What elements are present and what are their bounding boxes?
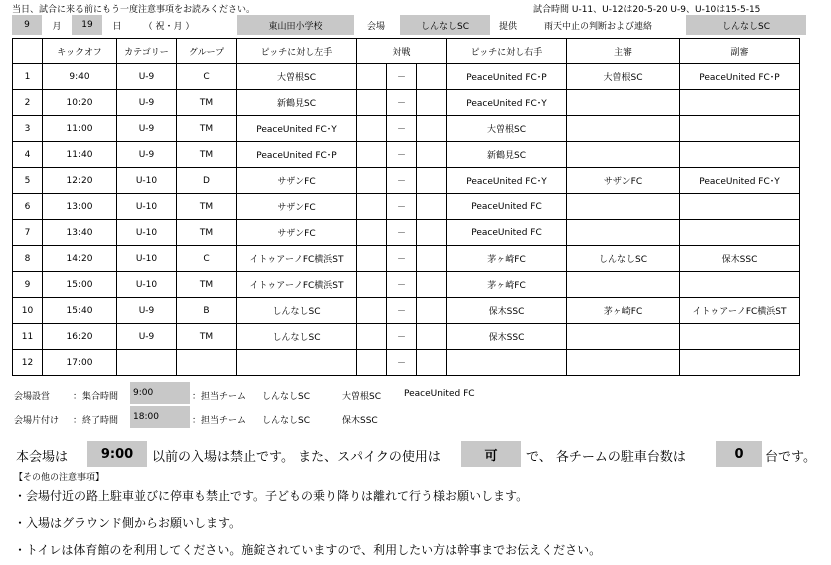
table-cell: しんなしSC: [567, 246, 680, 272]
table-header-cell: キックオフ: [43, 39, 117, 64]
table-row: [13, 194, 800, 220]
rain-label: 雨天中止の判断および連絡: [543, 21, 652, 32]
spike-box: 可: [461, 441, 521, 467]
cleanup-team-1: しんなしSC: [262, 416, 310, 426]
table-cell: －: [387, 142, 417, 168]
table-cell: 17:00: [43, 350, 117, 376]
table-header-cell: カテゴリー: [117, 39, 177, 64]
table-cell: [567, 194, 680, 220]
table-cell: PeaceUnited FC･P: [237, 142, 357, 168]
table-cell: －: [387, 90, 417, 116]
table-cell: 新鶴見SC: [447, 142, 567, 168]
table-cell: [357, 90, 387, 116]
table-cell: [417, 90, 447, 116]
table-header-cell: [13, 39, 43, 64]
table-cell: 5: [13, 168, 43, 194]
table-cell: U-9: [117, 116, 177, 142]
table-cell: [357, 168, 387, 194]
table-row: [13, 168, 800, 194]
note-2: ・入場はグラウンド側からお願いします。: [14, 516, 242, 530]
rain-contact: しんなしSC: [686, 15, 806, 35]
setup-team-3: PeaceUnited FC: [404, 389, 475, 399]
table-cell: 11: [13, 324, 43, 350]
table-cell: PeaceUnited FC･Y: [237, 116, 357, 142]
table-cell: －: [387, 116, 417, 142]
rule-part1: 本会場は: [16, 450, 69, 465]
table-cell: B: [177, 298, 237, 324]
table-cell: TM: [177, 142, 237, 168]
table-cell: PeaceUnited FC･Y: [447, 90, 567, 116]
table-cell: 3: [13, 116, 43, 142]
setup-time-label: ：集合時間: [73, 392, 119, 402]
table-cell: U-10: [117, 194, 177, 220]
table-cell: [567, 116, 680, 142]
table-cell: イトゥアーノFC横浜ST: [680, 298, 800, 324]
table-cell: U-9: [117, 90, 177, 116]
table-cell: [417, 298, 447, 324]
table-cell: －: [387, 194, 417, 220]
setup-time: 9:00: [130, 382, 190, 404]
table-cell: －: [387, 64, 417, 90]
table-cell: 2: [13, 90, 43, 116]
table-cell: 16:20: [43, 324, 117, 350]
table-cell: [680, 324, 800, 350]
setup-team-label: ：担当チーム: [192, 392, 247, 402]
table-cell: [417, 246, 447, 272]
table-cell: [447, 350, 567, 376]
table-row: [13, 272, 800, 298]
table-cell: [680, 194, 800, 220]
table-cell: 大曽根SC: [237, 64, 357, 90]
venue-name: しんなしSC: [400, 15, 490, 35]
table-cell: 9:40: [43, 64, 117, 90]
setup-team-2: 大曽根SC: [342, 392, 381, 402]
month-value: 9: [12, 15, 42, 35]
table-cell: 茅ヶ崎FC: [447, 246, 567, 272]
table-cell: 保木SSC: [447, 298, 567, 324]
table-cell: [680, 350, 800, 376]
cleanup-time: 18:00: [130, 406, 190, 428]
table-header-cell: グループ: [177, 39, 237, 64]
table-cell: 10: [13, 298, 43, 324]
table-cell: 4: [13, 142, 43, 168]
table-cell: －: [387, 272, 417, 298]
table-cell: しんなしSC: [237, 298, 357, 324]
table-cell: 9: [13, 272, 43, 298]
table-cell: [680, 116, 800, 142]
table-cell: 茅ヶ崎FC: [447, 272, 567, 298]
table-cell: 15:00: [43, 272, 117, 298]
provider-label: 提供: [498, 21, 517, 32]
table-cell: U-10: [117, 246, 177, 272]
table-cell: －: [387, 350, 417, 376]
table-cell: TM: [177, 194, 237, 220]
table-cell: サザンFC: [567, 168, 680, 194]
table-cell: [357, 194, 387, 220]
table-cell: [357, 298, 387, 324]
table-cell: 大曽根SC: [567, 64, 680, 90]
table-cell: [417, 116, 447, 142]
table-cell: U-9: [117, 64, 177, 90]
table-cell: [417, 220, 447, 246]
table-cell: 15:40: [43, 298, 117, 324]
venue-label: 会場: [366, 21, 385, 32]
rule-part2: 以前の入場は禁止です。 また、スパイクの使用は: [152, 450, 441, 465]
table-cell: －: [387, 168, 417, 194]
rule-part3: で、 各チームの駐車台数は: [526, 450, 686, 465]
table-cell: TM: [177, 116, 237, 142]
top-notice: 当日、試合に来る前にもう一度注意事項をお読みください。: [12, 5, 256, 15]
rule-part4: 台です。: [765, 450, 816, 465]
table-cell: TM: [177, 272, 237, 298]
entry-time-box: 9:00: [87, 441, 147, 467]
table-row: [13, 220, 800, 246]
table-row: [13, 90, 800, 116]
table-cell: [417, 142, 447, 168]
table-row: [13, 64, 800, 90]
table-cell: [417, 350, 447, 376]
table-cell: [177, 350, 237, 376]
table-cell: [417, 272, 447, 298]
table-cell: C: [177, 64, 237, 90]
table-cell: PeaceUnited FC: [447, 194, 567, 220]
table-cell: 11:40: [43, 142, 117, 168]
table-cell: －: [387, 298, 417, 324]
table-cell: PeaceUnited FC･P: [680, 64, 800, 90]
table-cell: [357, 64, 387, 90]
table-cell: [357, 272, 387, 298]
table-cell: 10:20: [43, 90, 117, 116]
table-header-cell: ピッチに対し右手: [447, 39, 567, 64]
table-cell: 6: [13, 194, 43, 220]
table-cell: 12: [13, 350, 43, 376]
table-cell: イトゥアーノFC横浜ST: [237, 272, 357, 298]
table-cell: イトゥアーノFC横浜ST: [237, 246, 357, 272]
note-1: ・会場付近の路上駐車並びに停車も禁止です。子どもの乗り降りは離れて行う様お願いします。: [14, 489, 529, 503]
table-header-row: [13, 39, 800, 64]
table-cell: [357, 324, 387, 350]
cleanup-team-label: ：担当チーム: [192, 416, 247, 426]
table-cell: 12:20: [43, 168, 117, 194]
table-cell: PeaceUnited FC･Y: [447, 168, 567, 194]
table-cell: 保木SSC: [680, 246, 800, 272]
month-label: 月: [52, 21, 62, 32]
table-cell: U-9: [117, 324, 177, 350]
table-cell: 保木SSC: [447, 324, 567, 350]
table-cell: TM: [177, 220, 237, 246]
table-cell: U-9: [117, 142, 177, 168]
table-cell: PeaceUnited FC･P: [447, 64, 567, 90]
table-cell: 13:40: [43, 220, 117, 246]
table-cell: [680, 90, 800, 116]
table-cell: －: [387, 246, 417, 272]
table-cell: －: [387, 324, 417, 350]
table-cell: PeaceUnited FC: [447, 220, 567, 246]
table-row: [13, 298, 800, 324]
table-cell: [680, 142, 800, 168]
schedule-table: [12, 38, 800, 376]
other-notes-title: 【その他の注意事項】: [14, 473, 105, 483]
table-cell: [567, 350, 680, 376]
table-cell: 13:00: [43, 194, 117, 220]
table-cell: [567, 220, 680, 246]
table-cell: U-9: [117, 298, 177, 324]
table-cell: 茅ヶ崎FC: [567, 298, 680, 324]
table-cell: U-10: [117, 220, 177, 246]
table-cell: [357, 220, 387, 246]
table-cell: U-10: [117, 272, 177, 298]
table-cell: [357, 246, 387, 272]
table-cell: しんなしSC: [237, 324, 357, 350]
table-cell: U-10: [117, 168, 177, 194]
cleanup-team-2: 保木SSC: [342, 416, 378, 426]
table-cell: 大曽根SC: [447, 116, 567, 142]
table-cell: 7: [13, 220, 43, 246]
day-label: 日: [112, 21, 122, 32]
table-cell: [357, 350, 387, 376]
table-cell: [357, 142, 387, 168]
note-3: ・トイレは体育館のを利用してください。施錠されていますので、利用したい方は幹事までお伝えください。: [14, 543, 602, 557]
table-cell: [567, 324, 680, 350]
table-cell: [417, 168, 447, 194]
table-cell: TM: [177, 90, 237, 116]
table-cell: 14:20: [43, 246, 117, 272]
table-cell: [237, 350, 357, 376]
table-row: [13, 324, 800, 350]
table-cell: [567, 272, 680, 298]
table-header-cell: ピッチに対し左手: [237, 39, 357, 64]
day-value: 19: [72, 15, 102, 35]
table-cell: サザンFC: [237, 168, 357, 194]
table-row: [13, 246, 800, 272]
table-cell: 11:00: [43, 116, 117, 142]
table-cell: [567, 142, 680, 168]
cleanup-time-label: ：終了時間: [73, 416, 119, 426]
table-cell: [417, 64, 447, 90]
table-header-cell: 主審: [567, 39, 680, 64]
setup-team-1: しんなしSC: [262, 392, 310, 402]
table-cell: [680, 272, 800, 298]
table-row: [13, 350, 800, 376]
table-cell: 1: [13, 64, 43, 90]
table-cell: サザンFC: [237, 220, 357, 246]
table-row: [13, 142, 800, 168]
table-cell: C: [177, 246, 237, 272]
table-header-cell: 対戦: [357, 39, 447, 64]
table-cell: 8: [13, 246, 43, 272]
table-cell: [417, 194, 447, 220]
table-cell: D: [177, 168, 237, 194]
table-cell: [417, 324, 447, 350]
parking-box: 0: [716, 441, 762, 467]
table-cell: サザンFC: [237, 194, 357, 220]
table-cell: [117, 350, 177, 376]
weekday: （ 祝・月 ）: [143, 21, 195, 32]
cleanup-label: 会場片付け: [14, 416, 60, 426]
table-cell: 新鶴見SC: [237, 90, 357, 116]
school-name: 東山田小学校: [237, 15, 354, 35]
table-row: [13, 116, 800, 142]
table-cell: [357, 116, 387, 142]
table-cell: [567, 90, 680, 116]
table-cell: [680, 220, 800, 246]
match-time-info: 試合時間 U-11、U-12は20-5-20 U-9、U-10は15-5-15: [533, 5, 761, 15]
table-cell: TM: [177, 324, 237, 350]
table-cell: PeaceUnited FC･Y: [680, 168, 800, 194]
setup-label: 会場設営: [14, 392, 51, 402]
table-cell: －: [387, 220, 417, 246]
table-header-cell: 副審: [680, 39, 800, 64]
